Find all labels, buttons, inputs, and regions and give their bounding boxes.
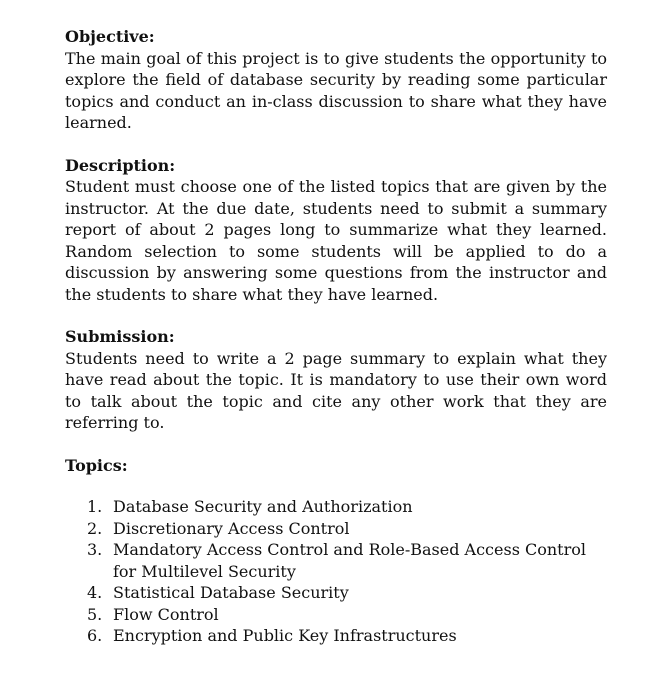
list-item-number: 2. (87, 518, 103, 538)
objective-text: The main goal of this project is to give students the opportunity to explore the field of database security by reading some particular topics and conduct an in-class discussion to share what they have learned. (65, 48, 607, 132)
list-item-label: Encryption and Public Key Infrastructures (113, 626, 457, 645)
list-item-number: 3. (87, 540, 103, 559)
list-item-number: 1. (87, 497, 103, 516)
list-item (87, 539, 607, 582)
description-text: Student must choose one of the listed topics that are given by the instructor. At the due date, students need to submit a summary report of about 2 pages long to summarize what they learned. Random selection to some students will be applied to do a discussion by answering some questions from the instructor and the students to share what they have learned. (65, 177, 607, 304)
list-item-label: Statistical Database Security (113, 583, 349, 602)
list-item (87, 496, 607, 518)
list-item (87, 604, 607, 626)
list-item-label: Discretionary Access Control (113, 518, 350, 538)
submission-text: Students need to write a 2 page summary to explain what they have read about the topic. It is mandatory to use their own word to talk about the topic and cite any other work that they are referring to. (65, 348, 607, 432)
description-section (65, 155, 607, 306)
list-item (87, 582, 607, 604)
list-item-label: Mandatory Access Control and Role-Based Access Control for Multilevel Security (113, 540, 586, 581)
submission-heading: Submission: (65, 327, 175, 346)
submission-section (65, 326, 607, 434)
objective-heading: Objective: (65, 27, 155, 46)
objective-section (65, 26, 607, 134)
list-item (87, 518, 607, 540)
document-page (65, 26, 607, 668)
list-item (87, 625, 607, 647)
topics-heading: Topics: (65, 455, 128, 475)
list-item-label: Flow Control (113, 604, 219, 624)
list-item-number: 6. (87, 626, 103, 645)
topics-list (65, 496, 607, 647)
description-heading: Description: (65, 155, 176, 175)
topics-section (65, 455, 607, 647)
list-item-label: Database Security and Authorization (113, 497, 413, 516)
list-item-number: 5. (87, 604, 103, 624)
list-item-number: 4. (87, 583, 103, 602)
